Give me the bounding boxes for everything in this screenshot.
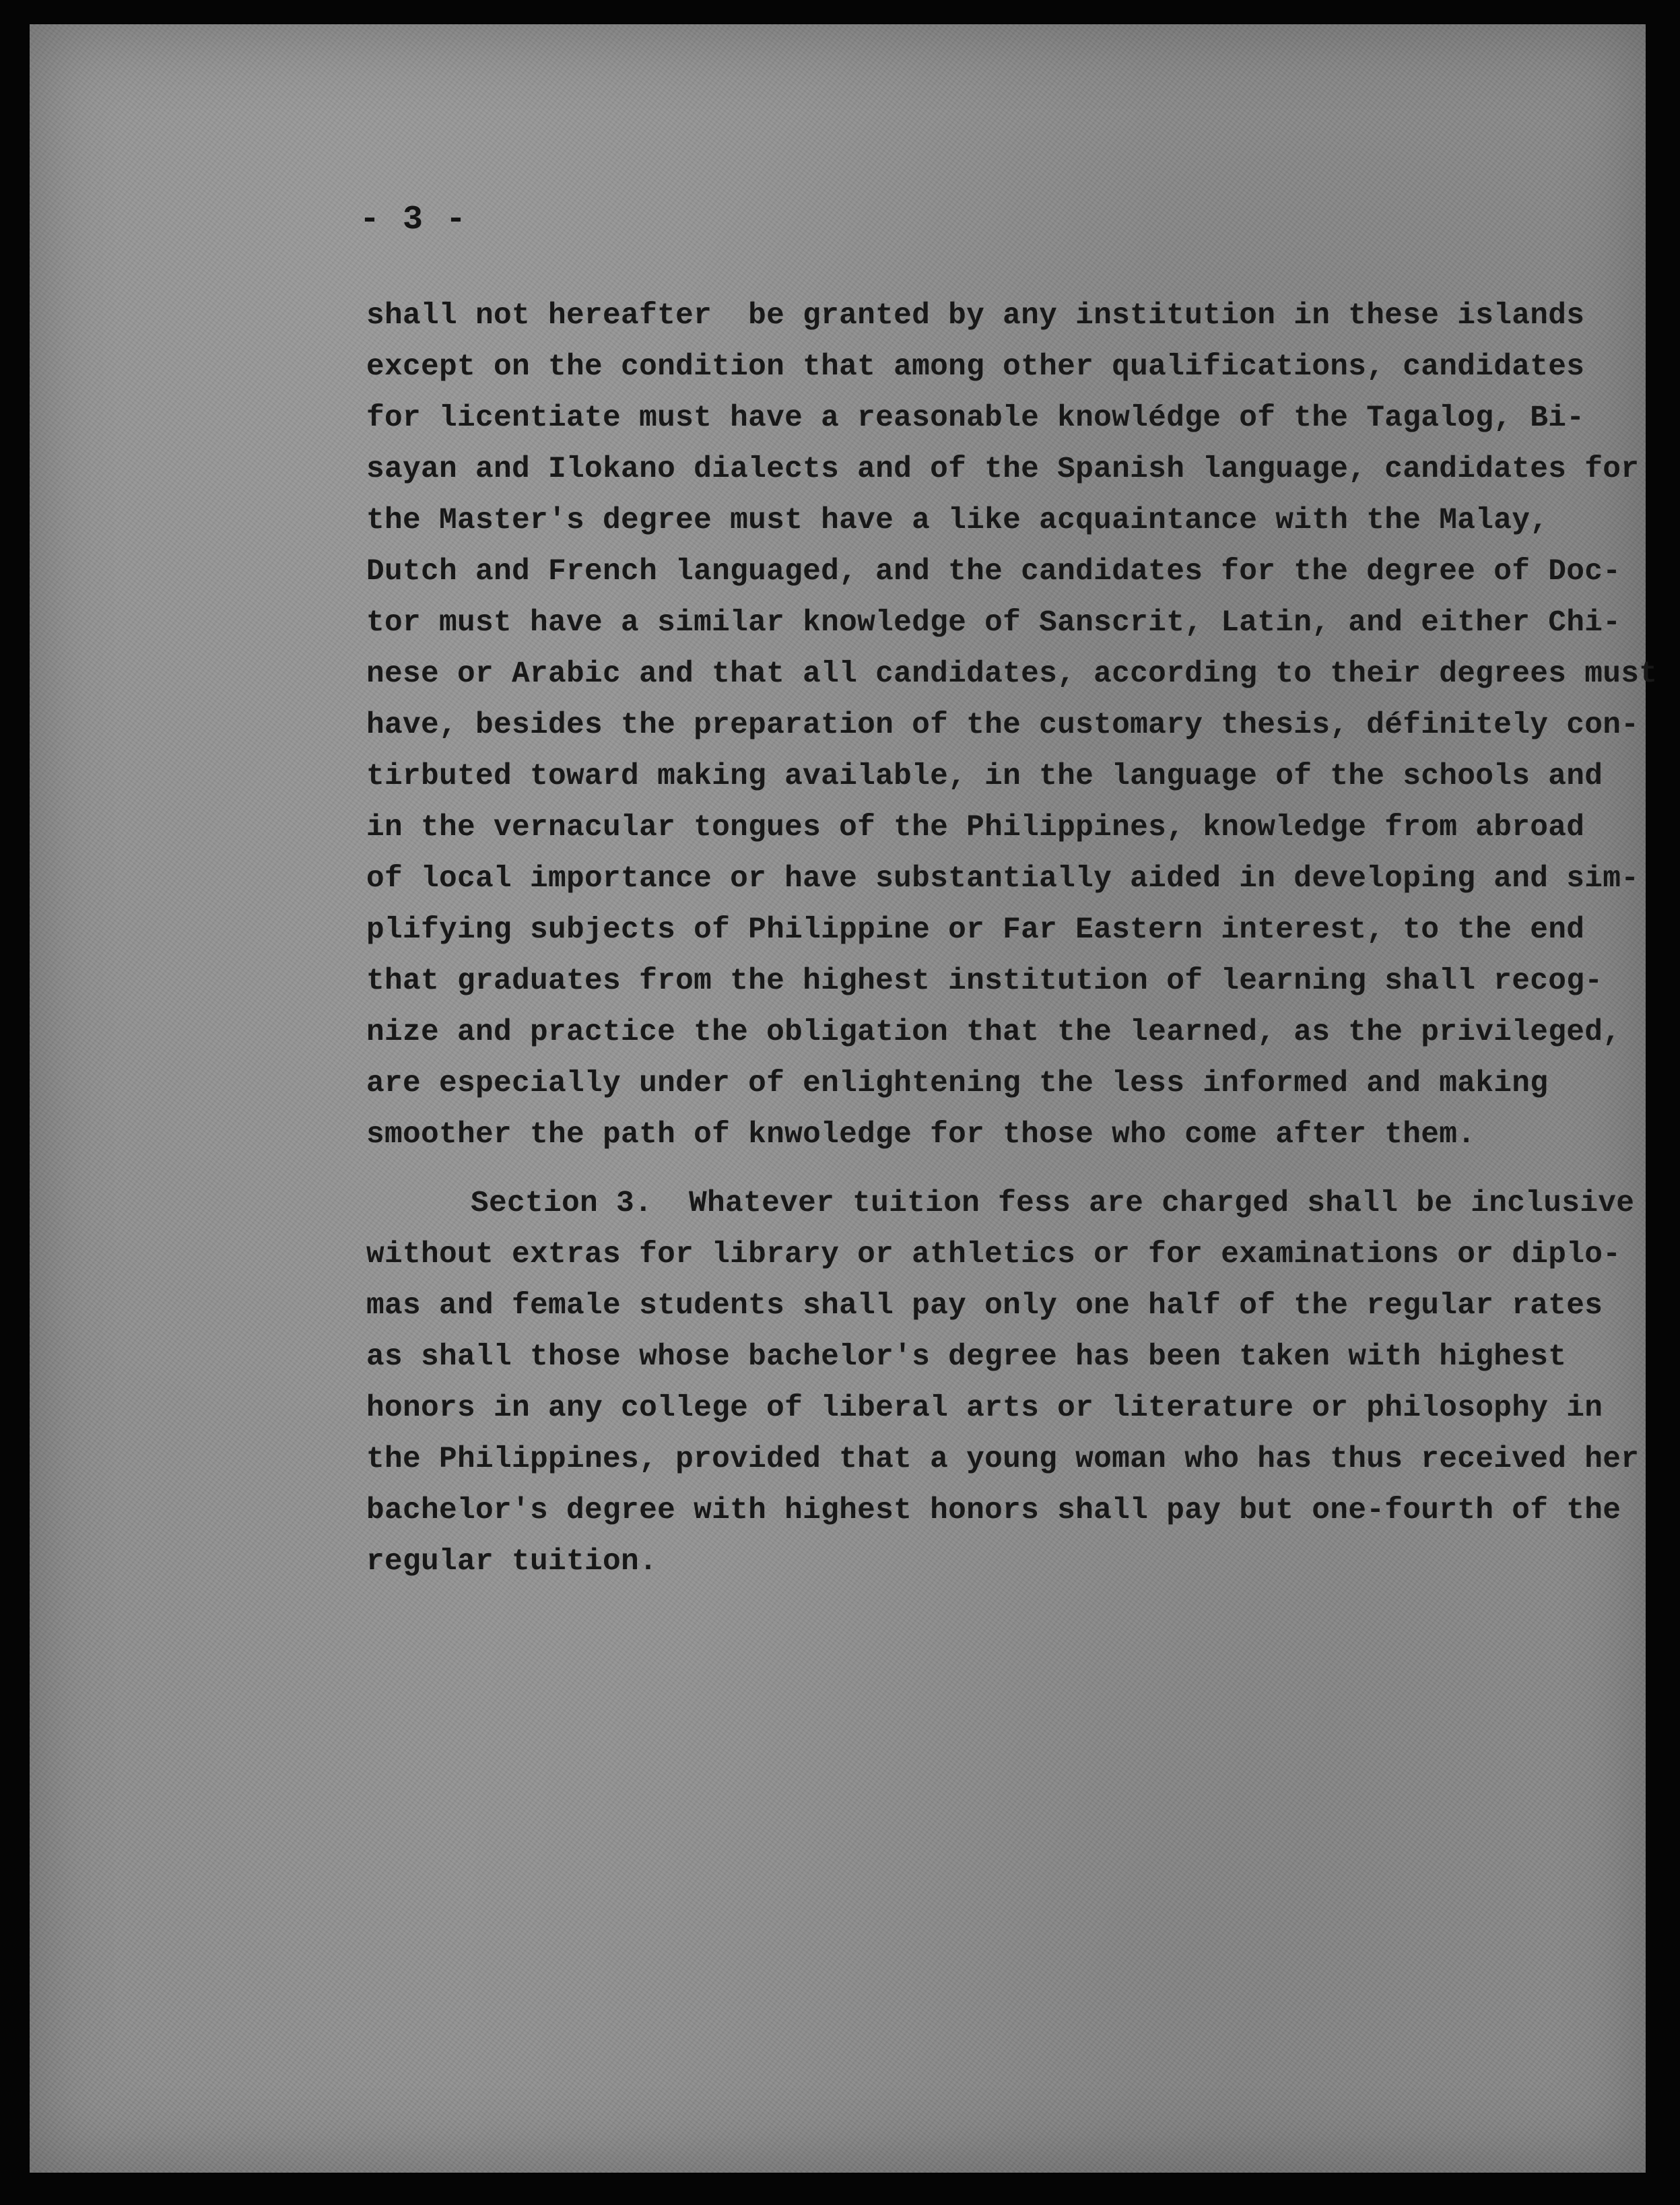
text-line: smoother the path of knwoledge for those who come after them.	[366, 1118, 1476, 1152]
text-line: sayan and Ilokano dialects and of the Spanish language, candidates for	[366, 453, 1640, 486]
text-line: honors in any college of liberal arts or literature or philosophy in	[366, 1391, 1603, 1425]
text-line: that graduates from the highest institution of learning shall recog-	[366, 964, 1603, 998]
page-number: - 3 -	[360, 201, 468, 239]
text-line: Dutch and French languaged, and the candidates for the degree of Doc-	[366, 555, 1621, 589]
typed-page	[30, 24, 1658, 2173]
text-line: except on the condition that among other qualifications, candidates	[366, 350, 1585, 384]
text-line: as shall those whose bachelor's degree has been taken with highest	[366, 1340, 1567, 1374]
text-line: without extras for library or athletics or for examinations or diplo-	[366, 1238, 1621, 1272]
text-line: the Master's degree must have a like acquaintance with the Malay,	[366, 504, 1549, 537]
text-line: shall not hereafter be granted by any institution in these islands	[366, 299, 1585, 333]
text-line: regular tuition.	[366, 1545, 658, 1579]
text-line: tor must have a similar knowledge of Sanscrit, Latin, and either Chi-	[366, 606, 1621, 640]
text-line: the Philippines, provided that a young woman who has thus received her	[366, 1443, 1640, 1476]
text-line: bachelor's degree with highest honors shall pay but one-fourth of the	[366, 1494, 1621, 1527]
text-line: in the vernacular tongues of the Philippines, knowledge from abroad	[366, 811, 1585, 845]
text-line: for licentiate must have a reasonable knowlédge of the Tagalog, Bi-	[366, 401, 1585, 435]
text-line: of local importance or have substantially aided in developing and sim-	[366, 862, 1640, 896]
text-line: plifying subjects of Philippine or Far Eastern interest, to the end	[366, 913, 1585, 947]
text-line: are especially under of enlightening the less informed and making	[366, 1067, 1549, 1100]
text-line: Section 3. Whatever tuition fess are charged shall be inclusive	[471, 1187, 1635, 1220]
text-line: nese or Arabic and that all candidates, according to their degrees must	[366, 657, 1658, 691]
text-line: nize and practice the obligation that the learned, as the privileged,	[366, 1016, 1621, 1049]
text-line: mas and female students shall pay only one half of the regular rates	[366, 1289, 1603, 1323]
text-line: have, besides the preparation of the customary thesis, définitely con-	[366, 709, 1640, 742]
text-line: tirbuted toward making available, in the language of the schools and	[366, 760, 1603, 793]
